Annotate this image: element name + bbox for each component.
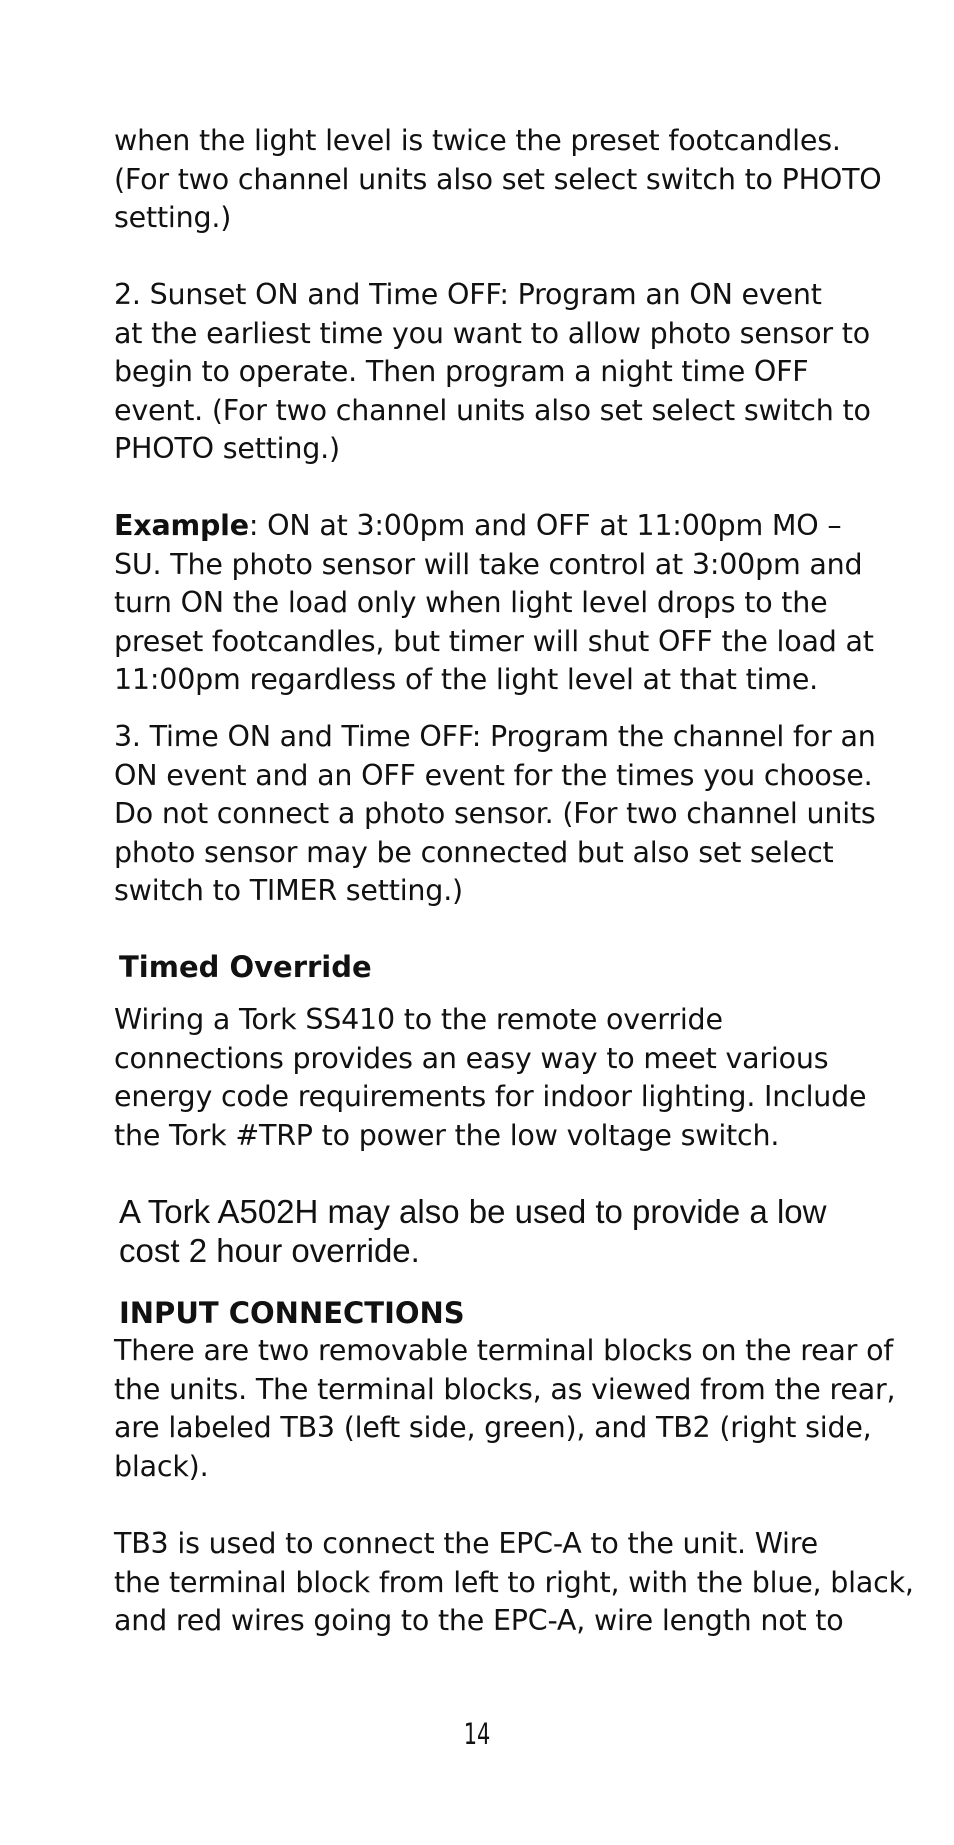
heading-input-connections: INPUT CONNECTIONS [119,1296,465,1330]
paragraph-photo-on-continued: when the light level is twice the preset footcandles. (For two channel units also set select switch to PHOTO setting.) [114,124,882,235]
example-text: : ON at 3:00pm and OFF at 11:00pm MO – SU. The photo sensor will take control at 3:00pm and turn ON the load only when light level drops to the preset footcandles, but timer will shut OFF the load at 11:00pm regardless of the light level at that time. [114,509,874,697]
paragraph-a502h-override: A Tork A502H may also be used to provide a low cost 2 hour override. [119,1193,827,1269]
paragraph-time-on-time-off: 3. Time ON and Time OFF: Program the channel for an ON event and an OFF event for the times you choose. Do not connect a photo sensor. (For two channel units photo sensor may be connected but also set select switch to TIMER setting.) [114,720,876,908]
example-label: Example [114,509,249,542]
paragraph-timed-override: Wiring a Tork SS410 to the remote override connections provides an easy way to meet various energy code requirements for indoor lighting. Include the Tork #TRP to power the low voltage switch. [114,1003,867,1152]
paragraph-tb3-wiring: TB3 is used to connect the EPC-A to the unit. Wire the terminal block from left to right, with the blue, black, and red wires going to the EPC-A, wire length not to [114,1527,914,1638]
paragraph-example [114,507,914,700]
paragraph-sunset-on-time-off: 2. Sunset ON and Time OFF: Program an ON event at the earliest time you want to allow photo sensor to begin to operate. Then program a night time OFF event. (For two channel units also set select switch to PHOTO setting.) [114,278,871,466]
paragraph-terminal-blocks: There are two removable terminal blocks on the rear of the units. The terminal blocks, as viewed from the rear, are labeled TB3 (left side, green), and TB2 (right side, black). [114,1334,896,1483]
page-number: 14 [463,1717,491,1751]
heading-timed-override: Timed Override [119,950,372,984]
